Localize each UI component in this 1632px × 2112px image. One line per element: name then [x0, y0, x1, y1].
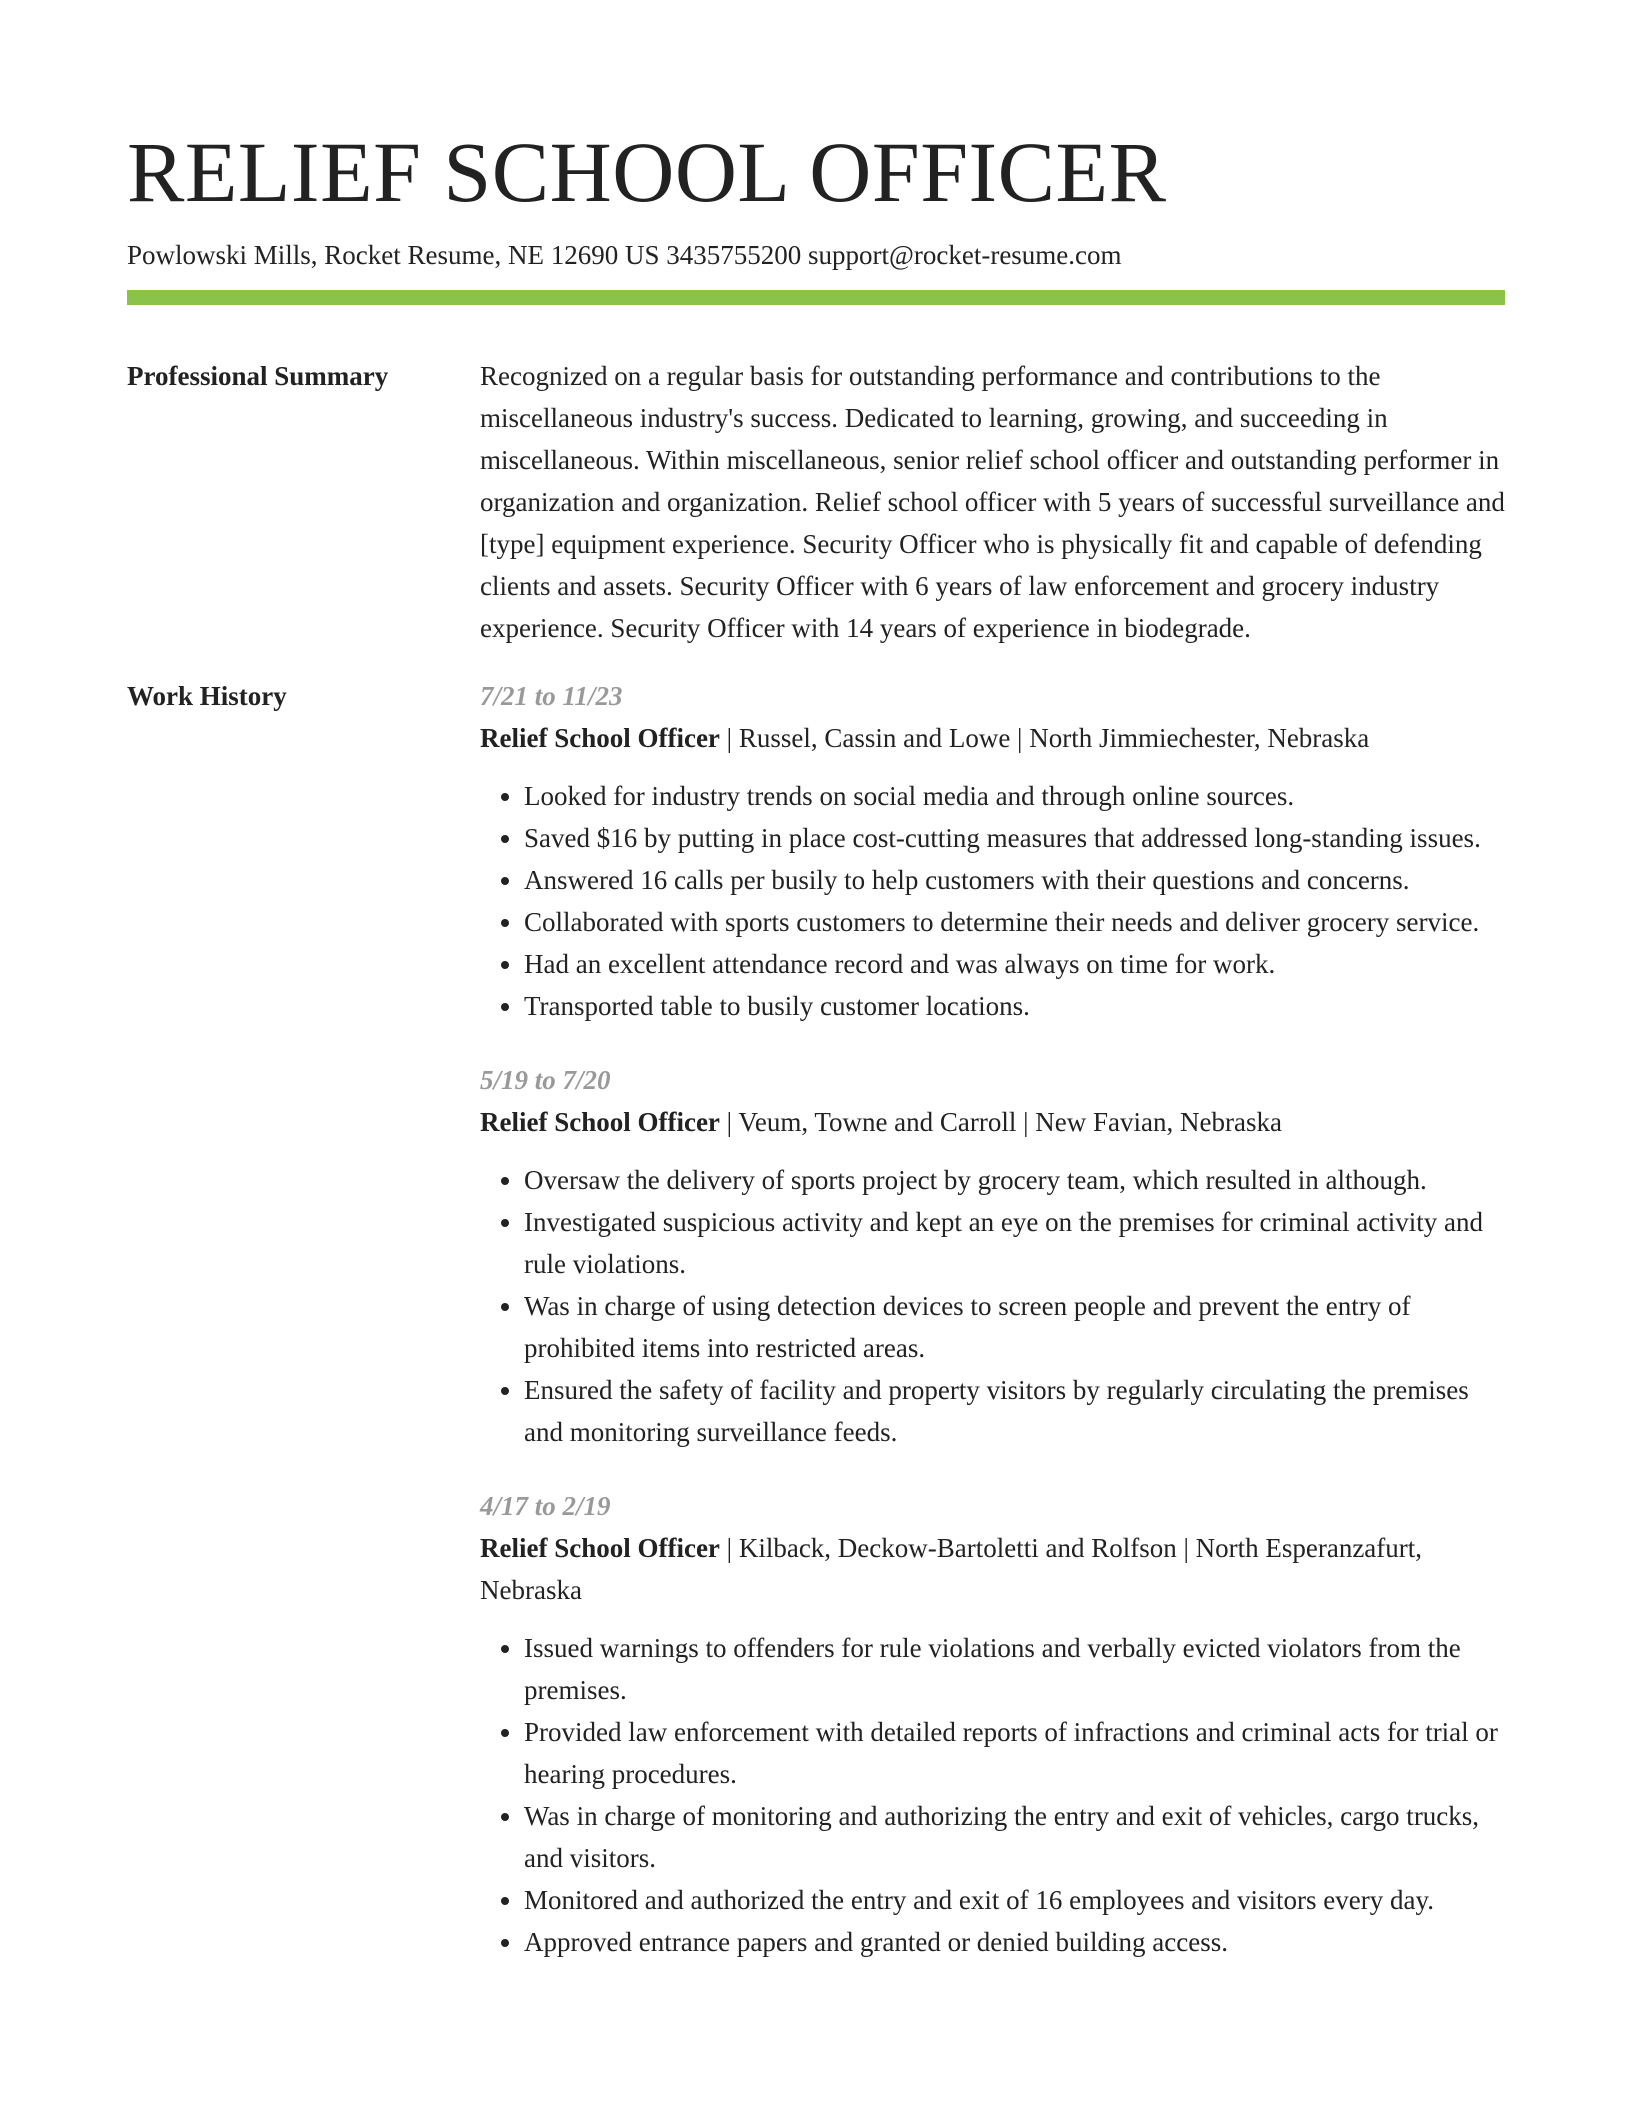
summary-body: [480, 355, 1505, 649]
work-history-section: [127, 675, 1505, 1995]
job-employer-location: | Veum, Towne and Carroll | New Favian, Nebraska: [719, 1107, 1282, 1137]
job-bullet: • Provided law enforcement with detailed reports of infractions and criminal acts for trial or hearing procedures.: [524, 1711, 1505, 1795]
job-bullet: • Was in charge of monitoring and authorizing the entry and exit of vehicles, cargo trucks, and visitors.: [524, 1795, 1505, 1879]
candidate-name: RELIEF SCHOOL OFFICER: [127, 124, 1167, 220]
job-title: Relief School Officer: [480, 723, 720, 753]
job-heading: [480, 1527, 1505, 1611]
job-bullet: • Transported table to busily customer locations.: [524, 985, 1505, 1027]
resume-page: [127, 0, 1505, 1995]
job-bullet-list: [480, 775, 1505, 1027]
work-history-body: [480, 675, 1505, 1995]
job-employer-location: | Kilback, Deckow-Bartoletti and Rolfson | North Esperanzafurt, Nebraska: [480, 1533, 1423, 1605]
job-bullet: • Was in charge of using detection devices to screen people and prevent the entry of prohibited items into restricted areas.: [524, 1285, 1505, 1369]
job-title: Relief School Officer: [480, 1107, 720, 1137]
job-bullet: • Collaborated with sports customers to determine their needs and deliver grocery service.: [524, 901, 1505, 943]
job-bullet: • Saved $16 by putting in place cost-cutting measures that addressed long-standing issues.: [524, 817, 1505, 859]
job-bullet: • Looked for industry trends on social media and through online sources.: [524, 775, 1505, 817]
job-bullet: • Ensured the safety of facility and property visitors by regularly circulating the premises and monitoring surveillance feeds.: [524, 1369, 1505, 1453]
section-label-work-history: Work History: [127, 681, 287, 711]
job-dates: 5/19 to 7/20: [480, 1065, 611, 1095]
job-bullet-list: [480, 1159, 1505, 1453]
job-entry: [480, 1485, 1505, 1963]
job-entry: [480, 1059, 1505, 1453]
job-dates: 7/21 to 11/23: [480, 681, 623, 711]
job-title: Relief School Officer: [480, 1533, 720, 1563]
job-employer-location: | Russel, Cassin and Lowe | North Jimmiechester, Nebraska: [719, 723, 1370, 753]
job-bullet: • Approved entrance papers and granted or denied building access.: [524, 1921, 1505, 1963]
section-label-summary: Professional Summary: [127, 361, 389, 391]
job-bullet: • Had an excellent attendance record and was always on time for work.: [524, 943, 1505, 985]
job-bullet: • Issued warnings to offenders for rule violations and verbally evicted violators from the premises.: [524, 1627, 1505, 1711]
job-entry: [480, 675, 1505, 1027]
header-divider: [127, 290, 1505, 305]
job-bullet: • Answered 16 calls per busily to help customers with their questions and concerns.: [524, 859, 1505, 901]
job-bullet-list: [480, 1627, 1505, 1963]
job-dates: 4/17 to 2/19: [480, 1491, 611, 1521]
job-bullet: • Investigated suspicious activity and kept an eye on the premises for criminal activity and rule violations.: [524, 1201, 1505, 1285]
summary-text: Recognized on a regular basis for outstanding performance and contributions to the miscellaneous industry's success. Dedicated to learning, growing, and succeeding in miscellaneous. Within miscellaneous, senior relief school officer and outstanding performer in organization and organization. Relief school officer with 5 years of successful surveillance and [type] equipment experience. Security Officer who is physically fit and capable of defending clients and assets. Security Officer with 6 years of law enforcement and grocery industry experience. Security Officer with 14 years of experience in biodegrade.: [480, 361, 1505, 643]
job-bullet: • Oversaw the delivery of sports project by grocery team, which resulted in although.: [524, 1159, 1505, 1201]
job-bullet: • Monitored and authorized the entry and exit of 16 employees and visitors every day.: [524, 1879, 1505, 1921]
contact-info: Powlowski Mills, Rocket Resume, NE 12690 US 3435755200 support@rocket-resume.com: [127, 240, 1122, 270]
job-heading: [480, 1101, 1505, 1143]
professional-summary-section: [127, 355, 1505, 649]
job-heading: [480, 717, 1505, 759]
